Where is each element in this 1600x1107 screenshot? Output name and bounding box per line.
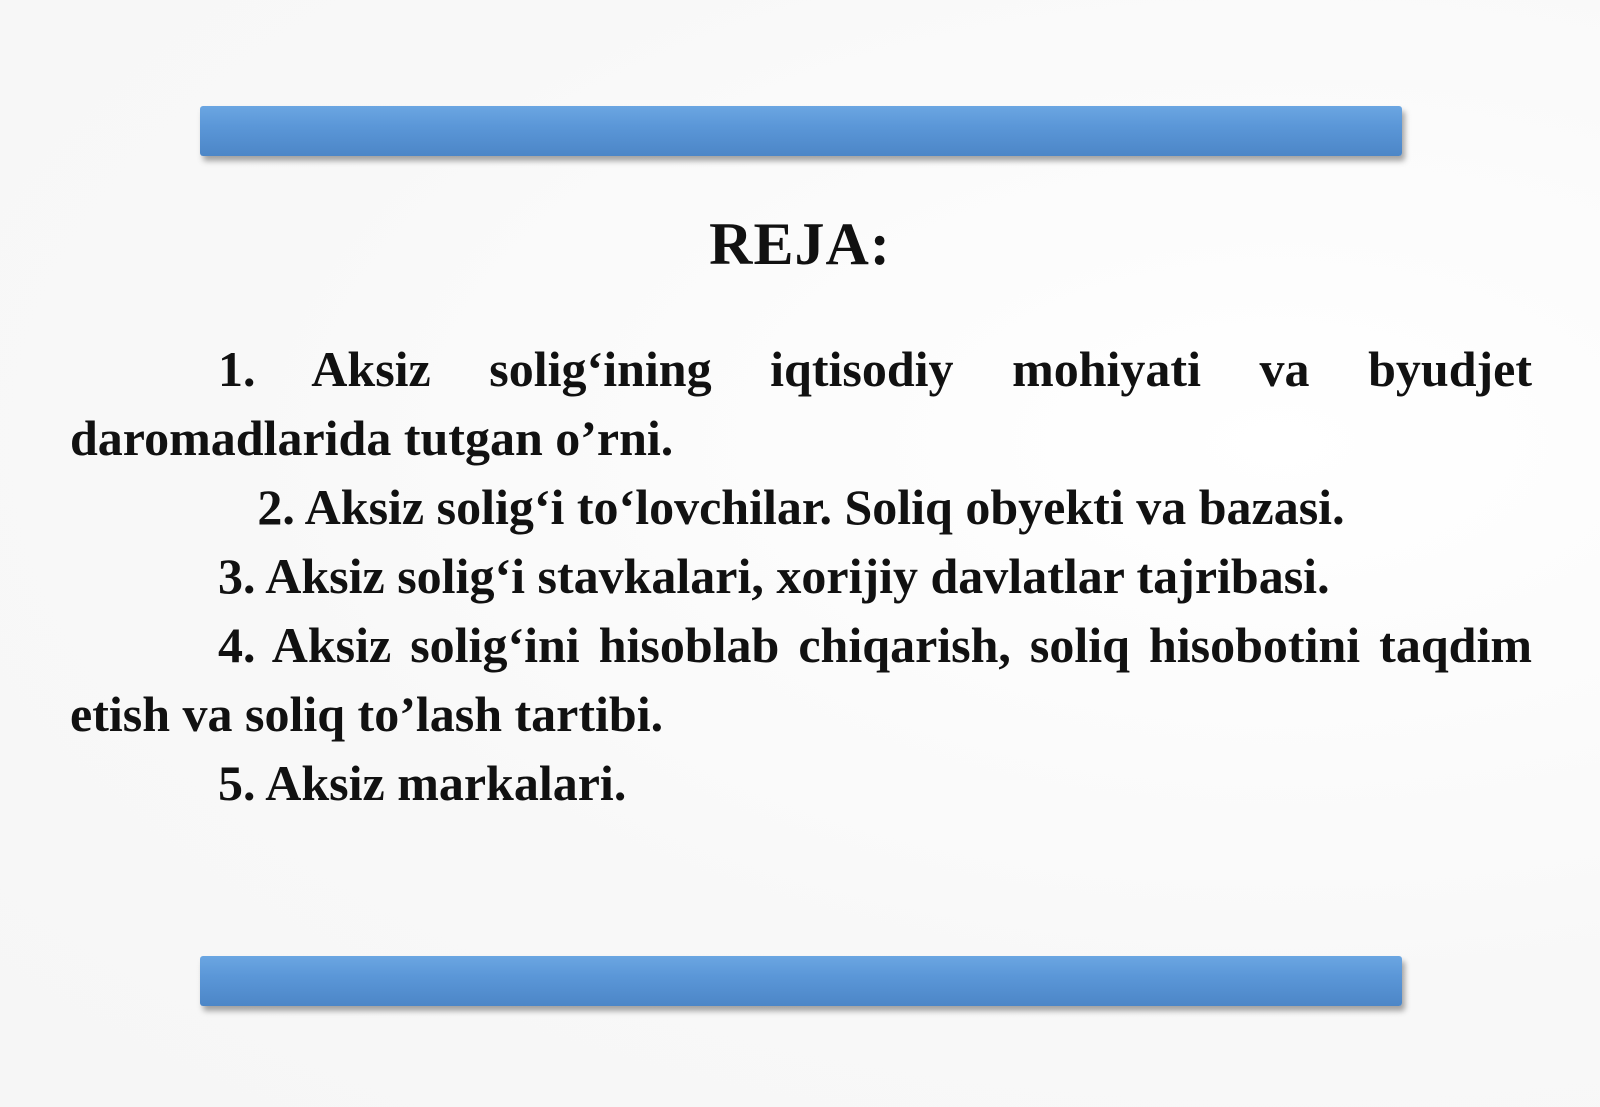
plan-list (70, 335, 1532, 818)
top-decorative-bar (200, 106, 1402, 156)
plan-item-4: 4. Aksiz solig‘ini hisoblab chiqarish, soliq hisobotini taqdim etish va soliq to’lash tartibi. (70, 617, 1532, 742)
plan-item-2: 2. Aksiz solig‘i to‘lovchilar. Soliq obyekti va bazasi. (257, 479, 1345, 535)
plan-item-1: 1. Aksiz solig‘ining iqtisodiy mohiyati va byudjet daromadlarida tutgan o’rni. (70, 341, 1532, 466)
plan-item-5: 5. Aksiz markalari. (218, 755, 627, 811)
bottom-decorative-bar (200, 956, 1402, 1006)
plan-item-3: 3. Aksiz solig‘i stavkalari, xorijiy davlatlar tajribasi. (218, 548, 1330, 604)
slide-title: REJA: (709, 211, 891, 277)
